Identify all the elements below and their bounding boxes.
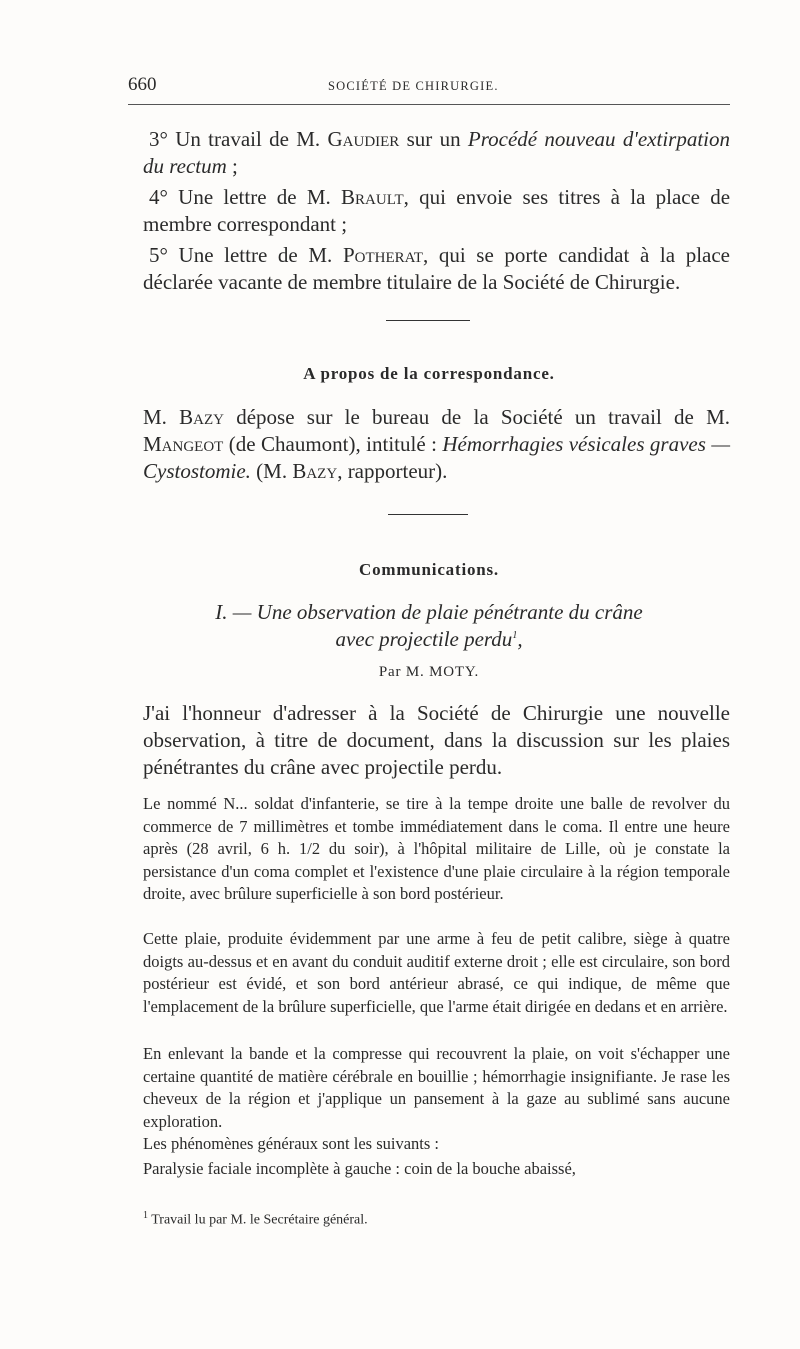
section-heading: A propos de la correspondance. xyxy=(303,364,555,383)
footnote-mark: 1 xyxy=(143,1210,148,1221)
author-name: Brault xyxy=(341,185,404,209)
page-header xyxy=(128,74,730,100)
author-name: Potherat xyxy=(342,243,423,267)
intro-paragraph: J'ai l'honneur d'adresser à la Société de Chirurgie une nouvelle observation, à titre de document, dans la discussion sur les plaies pénétrantes du crâne avec projectile perdu. xyxy=(143,701,730,779)
header-rule xyxy=(128,104,730,105)
section-heading: Communications. xyxy=(359,560,499,579)
running-title: SOCIÉTÉ DE CHIRURGIE. xyxy=(328,79,499,93)
body-paragraph: Le nommé N... soldat d'infanterie, se tire à la tempe droite une balle de revolver du commerce de 7 millimètres et tombe immédiatement dans le coma. Il entre une heure après (28 avril, 6 h. 1/2 du soir), à l'hôpital militaire de Lille, où je constate la persistance d'un coma complet et l'existence d'une plaie circulaire à la région temporale droite, avec brûlure superficielle à son bord postérieur. xyxy=(143,794,730,903)
footnote-reference: 1 xyxy=(512,630,518,641)
page-number: 660 xyxy=(128,74,157,95)
list-item-4: 4° Une lettre de M. Brault, qui envoie ses titres à la place de membre correspondant ; xyxy=(143,185,731,236)
communication-title-line-1: I. — Une observation de plaie pénétrante du crâne xyxy=(215,600,643,624)
body-paragraph: Paralysie faciale incomplète à gauche : coin de la bouche abaissé, xyxy=(143,1159,576,1178)
correspondence-paragraph: M. Bazy dépose sur le bureau de la Société un travail de M. Mangeot (de Chaumont), intitulé : Hémorrhagies vésicales graves — Cystostomie. (M. Bazy, rapporteur). xyxy=(143,405,730,483)
body-paragraph: Les phénomènes généraux sont les suivants : xyxy=(143,1134,440,1153)
list-item-3: 3° Un travail de M. Gaudier sur un Procédé nouveau d'extirpation du rectum ; xyxy=(143,127,730,178)
author-name: Gaudier xyxy=(327,127,400,151)
footnote-text: Travail lu par M. le Secrétaire général. xyxy=(151,1212,368,1228)
work-title: Procédé nouveau d'extirpation du rectum xyxy=(143,127,730,178)
body-paragraph: Cette plaie, produite évidemment par une arme à feu de petit calibre, siège à quatre doigts au-dessus et en avant du conduit auditif externe droit ; elle est circulaire, son bord postérieur est évidé, et son bord antérieur abrasé, ce qui indique, de même que l'emplacement de la brûlure superficielle, que l'arme était dirigée en dedans et en arrière. xyxy=(143,929,730,1016)
section-separator xyxy=(388,514,468,515)
section-separator xyxy=(386,320,470,321)
communication-title-line-2: avec projectile perdu$^1$, xyxy=(335,627,523,651)
byline: Par M. MOTY. xyxy=(378,664,480,680)
list-item-5: 5° Une lettre de M. Potherat, qui se porte candidat à la place déclarée vacante de membre titulaire de la Société de Chirurgie. xyxy=(143,243,731,294)
body-paragraph: En enlevant la bande et la compresse qui recouvrent la plaie, on voit s'échapper une certaine quantité de matière cérébrale en bouillie ; hémorrhagie insignifiante. Je rase les cheveux de la région et j'applique un pansement à la gaze au sublimé sans aucune exploration. xyxy=(143,1044,730,1131)
footnote xyxy=(143,1210,368,1229)
